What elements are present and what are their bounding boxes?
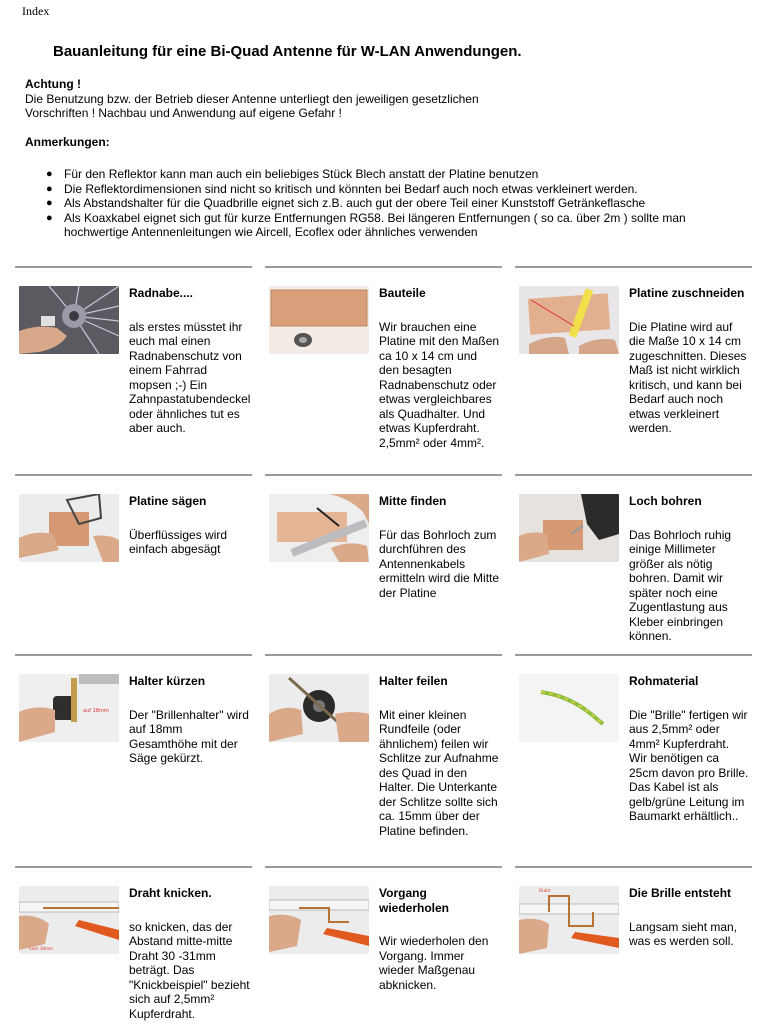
svg-text:auf 18mm: auf 18mm [83, 708, 109, 714]
notes-heading: Anmerkungen: [25, 135, 110, 149]
svg-text:Draht: Draht [539, 888, 551, 893]
warning-block [25, 77, 745, 121]
svg-text:nach 30mm: nach 30mm [29, 946, 53, 951]
notes-item-text: Als Abstandshalter für die Quadbrille eignet sich z.B. auch gut der obere Teil einer Kunststoff Getränkeflasche [64, 196, 646, 210]
step-title: Loch bohren [629, 494, 702, 508]
warning-text-line: Vorschriften ! Nachbau und Anwendung auf eigene Gefahr ! [25, 106, 342, 120]
index-link[interactable]: Index [22, 4, 50, 18]
step-card [515, 474, 752, 654]
wire-bending-photo [19, 886, 119, 954]
notes-list-item [46, 181, 704, 197]
step-card [265, 654, 502, 866]
bullet-icon: ● [46, 168, 53, 180]
board-sawing-photo [19, 494, 119, 562]
step-card [265, 474, 502, 654]
step-card [15, 866, 252, 1036]
step-description: Wir wiederholen den Vorgang. Immer wieder Maßgenau abknicken. [379, 934, 489, 992]
step-card [265, 866, 502, 1036]
step-description: Wir brauchen eine Platine mit den Maßen ca 10 x 14 cm und den besagten Radnabenschutz oder etwas vergleichbares als Quadhalter. Und etwas Kupferdraht. 2,5mm² oder 4mm². [379, 319, 500, 450]
page-title: Bauanleitung für eine Bi-Quad Antenne für W-LAN Anwendungen. [53, 43, 522, 60]
find-center-photo [269, 494, 369, 562]
step-description: Der "Brillenhalter" wird auf 18mm Gesamthöhe mit der Säge gekürzt. [129, 707, 249, 765]
repeat-bending-photo [269, 886, 369, 954]
step-card [15, 266, 252, 474]
notes-list-item [46, 210, 704, 240]
board-measuring-photo [519, 286, 619, 354]
step-card [515, 654, 752, 866]
step-card [15, 654, 252, 866]
step-title: Bauteile [379, 286, 426, 300]
step-title: Rohmaterial [629, 674, 699, 688]
copper-wire-photo [519, 674, 619, 742]
step-title: Platine sägen [129, 494, 207, 508]
bullet-icon: ● [46, 182, 53, 195]
step-title: Mitte finden [379, 494, 447, 508]
warning-heading: Achtung ! [25, 77, 81, 91]
step-description: Für das Bohrloch zum durchführen des Antennenkabels ermitteln wird die Mitte der Platine [379, 527, 500, 600]
step-description: Die Platine wird auf die Maße 10 x 14 cm zugeschnitten. Dieses Maß ist nicht wirklich kritisch, und kann bei Bedarf auch noch etwas verkleinert werden. [629, 319, 747, 435]
step-description: Die "Brille" fertigen wir aus 2,5mm² oder 4mm² Kupferdraht. Wir benötigen ca 25cm davon pro Brille. Das Kabel ist als gelb/grüne Leitung im Baumarkt erhältlich.. [629, 707, 749, 823]
parts-photo [269, 286, 369, 354]
step-title: Die Brille entsteht [629, 886, 732, 900]
warning-text-line: Die Benutzung bzw. der Betrieb dieser Antenne unterliegt den jeweiligen gesetzlichen [25, 91, 479, 106]
step-description: Mit einer kleinen Rundfeile (oder ähnlichem) feilen wir Schlitze zur Aufnahme des Quad in den Halter. Die Unterkante der Schlitze sollte sich ca. 15mm über der Platine befinden. [379, 707, 499, 838]
step-title: Radnabe.... [129, 286, 194, 300]
notes-list-item [46, 196, 704, 211]
step-description: als erstes müsstet ihr euch mal einen Radnabenschutz von einem Fahrrad mopsen ;-) Ein Zahnpastatubendeckel oder ähnliches tut es aber auch. [129, 319, 251, 435]
step-card [515, 866, 752, 1036]
step-description: Das Bohrloch ruhig einige Millimeter größer als nötig bohren. Damit wir später noch eine Zugentlastung aus Kleber einbringen können. [629, 527, 732, 643]
step-title: Draht knicken. [129, 886, 212, 900]
step-description: Langsam sieht man, was es werden soll. [629, 919, 738, 948]
step-grid [15, 266, 755, 1036]
step-title: Vorgang wiederholen [379, 886, 450, 915]
step-title: Halter feilen [379, 674, 448, 688]
notes-item-text: Für den Reflektor kann man auch ein beliebiges Stück Blech anstatt der Platine benutzen [64, 167, 539, 181]
drilling-photo [519, 494, 619, 562]
step-title: Halter kürzen [129, 674, 206, 688]
notes-list-item [46, 167, 704, 182]
step-card [15, 474, 252, 654]
step-description: so knicken, das der Abstand mitte-mitte Draht 30 -31mm beträgt. Das "Knickbeispiel" bezieht sich auf 2,5mm² Kupferdraht. [129, 919, 250, 1021]
step-card [515, 266, 752, 474]
step-title: Platine zuschneiden [629, 286, 745, 300]
notes-item-text: Die Reflektordimensionen sind nicht so kritisch und könnten bei Bedarf auch noch etwas verkleinert werden. [64, 181, 638, 196]
quad-forming-photo [519, 886, 619, 954]
notes-list [46, 167, 704, 240]
bicycle-hub-photo [19, 286, 119, 354]
bullet-icon: ● [46, 197, 53, 209]
notes-item-text: Als Koaxkabel eignet sich gut für kurze Entfernungen RG58. Bei längeren Entfernungen ( so ca. über 2m ) sollte man hochwertige Antennenleitungen wie Aircell, Ecoflex oder ähnliches verwenden [64, 210, 686, 239]
bullet-icon: ● [46, 211, 53, 224]
holder-cut-photo [19, 674, 119, 742]
step-card [265, 266, 502, 474]
holder-filing-photo [269, 674, 369, 742]
step-description: Überflüssiges wird einfach abgesägt [129, 527, 228, 556]
